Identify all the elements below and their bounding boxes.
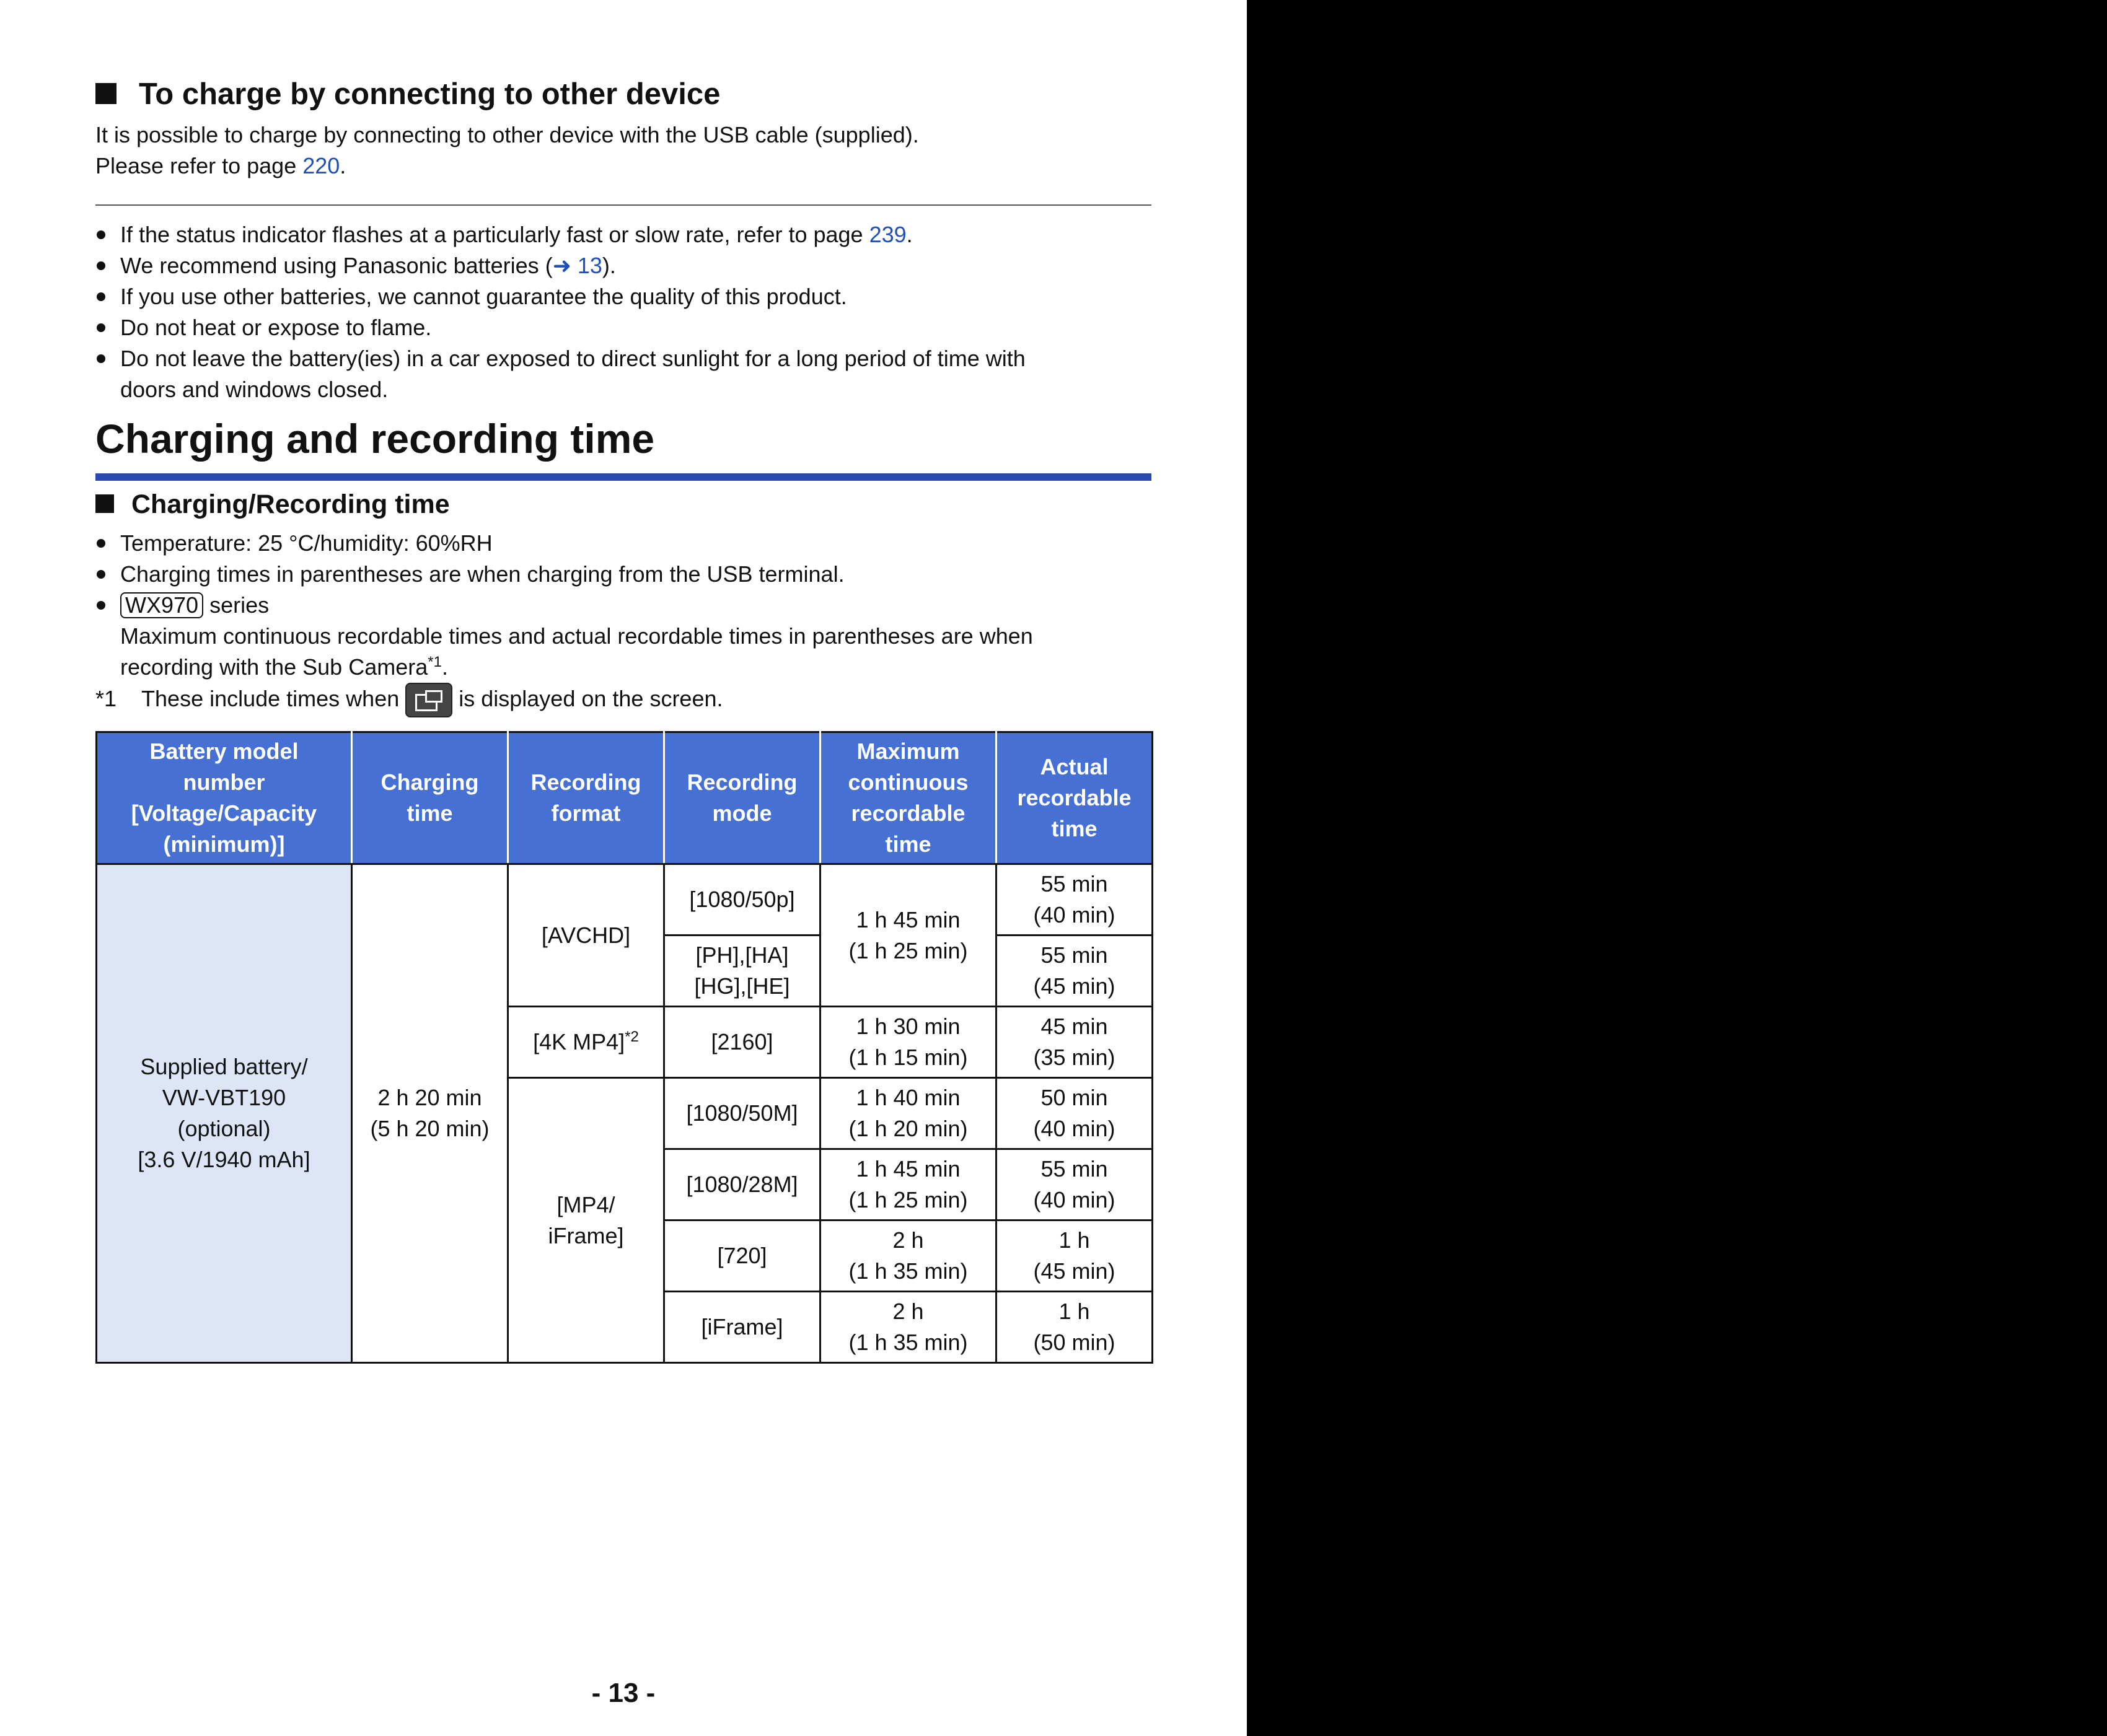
mode-cell: [1080/50M]	[664, 1078, 820, 1149]
mode-cell: [720]	[664, 1221, 820, 1292]
page-link-13[interactable]: ➜ 13	[552, 253, 602, 278]
max-time-cell: 1 h 30 min (1 h 15 min)	[820, 1007, 996, 1078]
model-badge: WX970	[120, 592, 203, 618]
list-item: WX970 series Maximum continuous recordable times and actual recordable times in parentheses are when recording with the Sub Camera$^{*1}$.	[95, 590, 1151, 683]
battery-cell: Supplied battery/ VW-VBT190 (optional) [3.6 V/1940 mAh]	[97, 864, 352, 1363]
conditions-list	[95, 528, 1151, 683]
sub-camera-icon	[405, 683, 452, 717]
col-header-actual-time: Actual recordable time	[996, 732, 1153, 864]
square-bullet-icon	[95, 83, 117, 104]
notes-list	[95, 219, 1151, 405]
actual-time-cell: 1 h (45 min)	[996, 1221, 1153, 1292]
square-bullet-icon	[95, 494, 114, 513]
list-item: If you use other batteries, we cannot guarantee the quality of this product.	[95, 281, 1151, 312]
max-time-cell: 1 h 45 min (1 h 25 min)	[820, 864, 996, 1007]
page-link-220[interactable]: 220	[302, 153, 340, 178]
col-header-max-time: Maximum continuous recordable time	[820, 732, 996, 864]
page-number: - 13 -	[591, 1678, 656, 1708]
max-time-cell: 2 h (1 h 35 min)	[820, 1221, 996, 1292]
list-item: If the status indicator flashes at a particularly fast or slow rate, refer to page 239.	[95, 219, 1151, 250]
mode-cell: [1080/50p]	[664, 864, 820, 936]
list-item: Do not leave the battery(ies) in a car exposed to direct sunlight for a long period of time with doors and windows closed.	[95, 343, 1151, 405]
mode-cell: [1080/28M]	[664, 1149, 820, 1221]
col-header-battery: Battery model number [Voltage/Capacity (minimum)]	[97, 732, 352, 864]
list-item: We recommend using Panasonic batteries (➜ 13).	[95, 250, 1151, 281]
col-header-format: Recording format	[508, 732, 664, 864]
divider-line	[95, 204, 1151, 206]
page-link-239[interactable]: 239	[869, 222, 907, 247]
max-time-cell: 2 h (1 h 35 min)	[820, 1292, 996, 1363]
charging-recording-table	[95, 731, 1153, 1364]
page-title: Charging and recording time	[95, 416, 655, 462]
max-time-cell: 1 h 45 min (1 h 25 min)	[820, 1149, 996, 1221]
table-row	[97, 864, 1153, 936]
mode-cell: [PH],[HA] [HG],[HE]	[664, 936, 820, 1007]
format-cell: [MP4/ iFrame]	[508, 1078, 664, 1363]
table-header-row	[97, 732, 1153, 864]
usb-charge-text: It is possible to charge by connecting to other device with the USB cable (supplied). Please refer to page 220.	[95, 122, 919, 178]
actual-time-cell: 55 min (40 min)	[996, 1149, 1153, 1221]
col-header-mode: Recording mode	[664, 732, 820, 864]
footnote-1: *1 These include times when is displayed on the screen.	[95, 680, 723, 717]
format-cell: [4K MP4]$^{*2}$	[508, 1007, 664, 1078]
charging-time-cell: 2 h 20 min (5 h 20 min)	[352, 864, 508, 1363]
list-item: Do not heat or expose to flame.	[95, 312, 1151, 343]
title-underline	[95, 473, 1151, 481]
mode-cell: [2160]	[664, 1007, 820, 1078]
actual-time-cell: 1 h (50 min)	[996, 1292, 1153, 1363]
section-heading-recording-time: Charging/Recording time	[95, 489, 450, 520]
section-heading-usb-charge: To charge by connecting to other device	[95, 77, 720, 112]
format-cell: [AVCHD]	[508, 864, 664, 1007]
actual-time-cell: 55 min (40 min)	[996, 864, 1153, 936]
col-header-charging: Charging time	[352, 732, 508, 864]
list-item: Charging times in parentheses are when charging from the USB terminal.	[95, 559, 1151, 590]
black-margin-panel	[1247, 0, 2107, 1736]
mode-cell: [iFrame]	[664, 1292, 820, 1363]
actual-time-cell: 45 min (35 min)	[996, 1007, 1153, 1078]
actual-time-cell: 55 min (45 min)	[996, 936, 1153, 1007]
list-item: Temperature: 25 °C/humidity: 60%RH	[95, 528, 1151, 559]
actual-time-cell: 50 min (40 min)	[996, 1078, 1153, 1149]
max-time-cell: 1 h 40 min (1 h 20 min)	[820, 1078, 996, 1149]
